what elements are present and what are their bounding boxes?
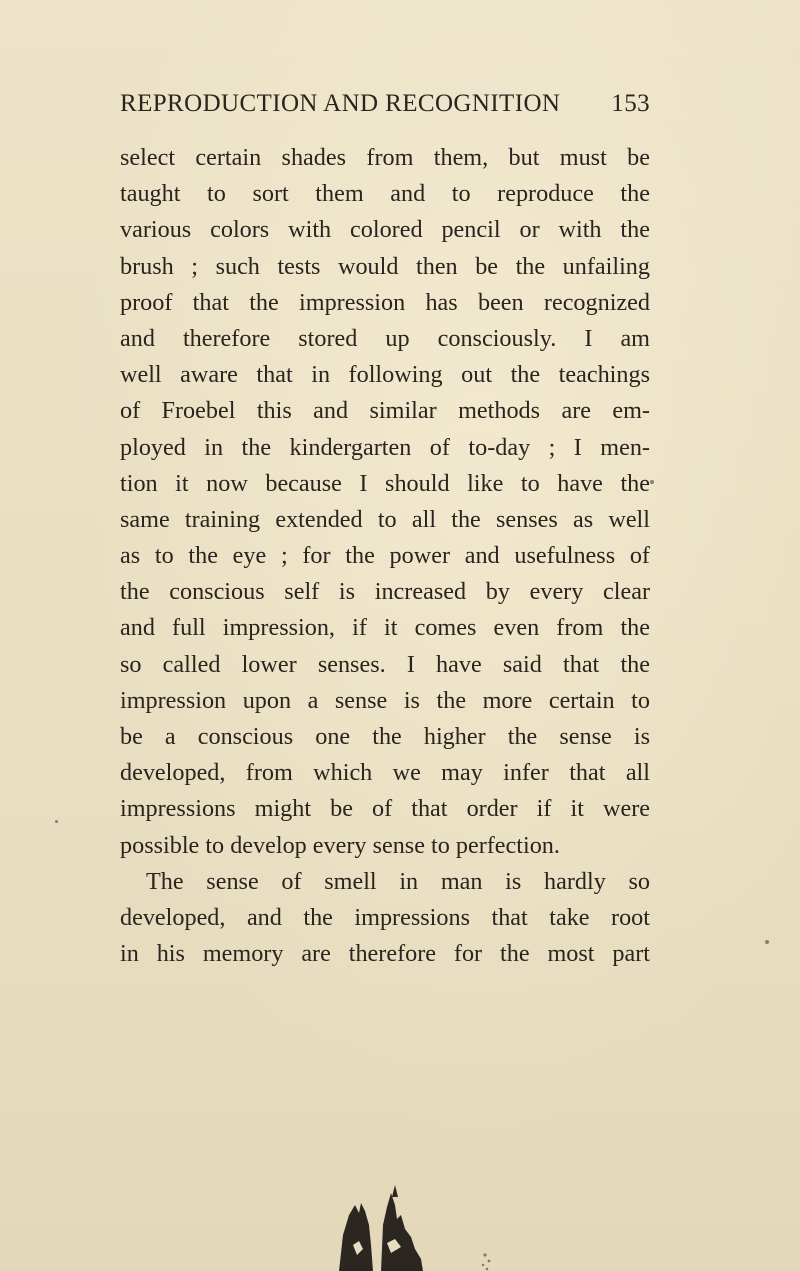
paper-speck: [650, 480, 654, 484]
body-text: [120, 140, 650, 972]
text-line: proof that the impression has been recognized: [120, 288, 650, 316]
running-title: REPRODUCTION AND RECOGNITION: [120, 90, 561, 117]
text-line: the conscious self is increased by every clear: [120, 578, 650, 606]
text-line: developed, from which we may infer that all: [120, 759, 650, 787]
library-stamp-icon: [325, 1185, 495, 1271]
text-line: select certain shades from them, but must be: [120, 144, 650, 171]
text-line: possible to develop every sense to perfection.: [120, 831, 560, 859]
text-line: of Froebel this and similar methods are em-: [120, 397, 650, 425]
text-line: ployed in the kindergarten of to-day ; I men-: [120, 433, 650, 461]
paper-speck: [55, 820, 58, 823]
text-line: various colors with colored pencil or with the: [120, 216, 650, 244]
text-line: same training extended to all the senses as well: [120, 505, 650, 533]
text-line: be a conscious one the higher the sense is: [120, 723, 650, 750]
text-line: and full impression, if it comes even from the: [120, 614, 650, 642]
running-header: [120, 90, 650, 118]
text-line: taught to sort them and to reproduce the: [120, 180, 650, 208]
text-line: in his memory are therefore for the most part: [120, 940, 650, 968]
text-line: and therefore stored up consciously. I am: [120, 324, 650, 352]
text-line: brush ; such tests would then be the unfailing: [120, 252, 650, 280]
text-line: developed, and the impressions that take root: [120, 903, 650, 931]
text-line: tion it now because I should like to have the: [120, 469, 650, 497]
text-line: as to the eye ; for the power and usefulness of: [120, 542, 650, 570]
text-line: The sense of smell in man is hardly so: [146, 867, 650, 895]
text-line: well aware that in following out the teachings: [120, 361, 650, 389]
text-line: impression upon a sense is the more certain to: [120, 686, 650, 714]
text-line: so called lower senses. I have said that the: [120, 650, 650, 678]
text-line: impressions might be of that order if it were: [120, 795, 650, 823]
page-number: 153: [611, 90, 650, 117]
paper-speck: [765, 940, 769, 944]
